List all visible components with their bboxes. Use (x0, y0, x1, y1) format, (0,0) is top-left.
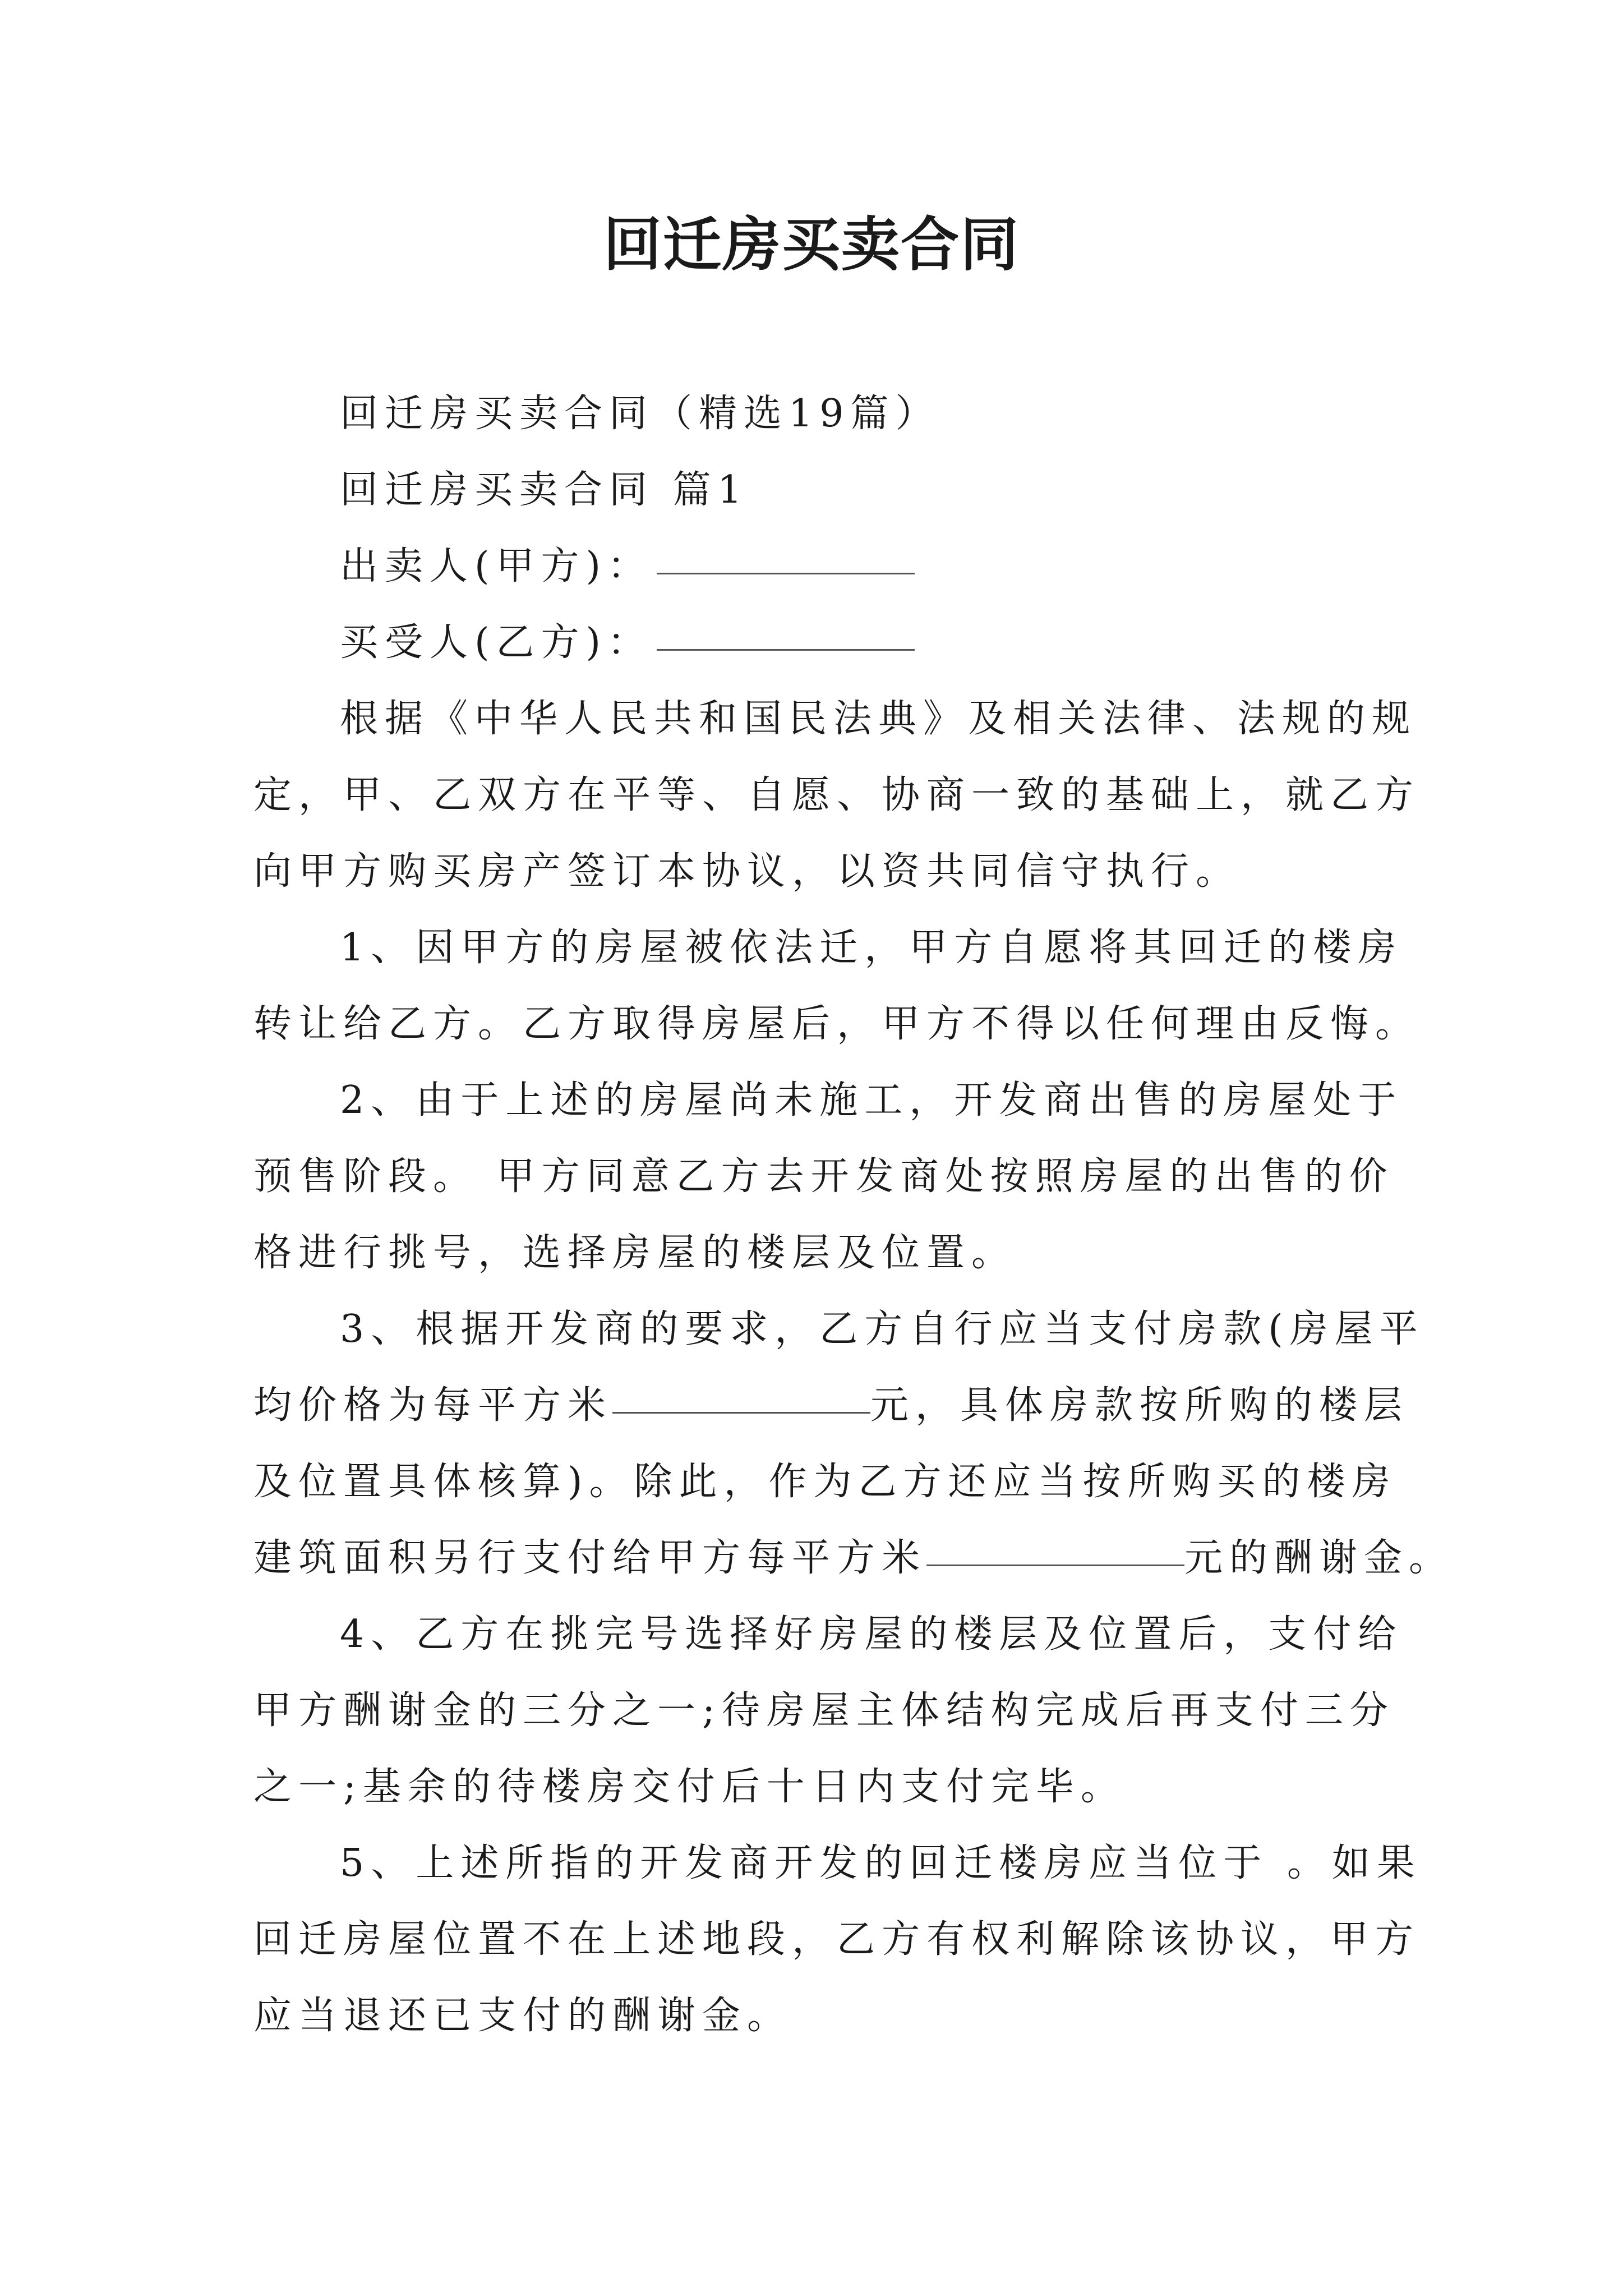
paragraph-line (253, 1215, 1375, 1291)
paragraph-line (253, 1749, 1375, 1825)
line-text: 3、根据开发商的要求，乙方自行应当支付房款(房屋平 (340, 1307, 1424, 1351)
seller-label: 出卖人(甲方)： (340, 544, 653, 588)
paragraph-line (253, 1825, 1422, 1902)
line-text: 回迁房买卖合同 篇1 (340, 468, 749, 512)
reward-blank (926, 1564, 1184, 1566)
reward-line (253, 1520, 1454, 1596)
line-text: 转让给乙方。乙方取得房屋后，甲方不得以任何理由反悔。 (253, 1002, 1421, 1046)
line-text: 1、因甲方的房屋被依法迁，甲方自愿将其回迁的楼房 (340, 926, 1403, 970)
line-text-before: 建筑面积另行支付给甲方每平方米 (253, 1536, 927, 1580)
document-title: 回迁房买卖合同 (603, 210, 1020, 279)
line-text-after: 元的酬谢金。 (1184, 1536, 1454, 1580)
price-blank (612, 1411, 870, 1414)
line-text: 回迁房买卖合同（精选19篇） (340, 392, 940, 436)
paragraph-line (253, 1596, 1403, 1673)
paragraph-line (253, 376, 1375, 452)
line-text-before: 均价格为每平方米 (253, 1383, 613, 1428)
line-text: 之一;基余的待楼房交付后十日内支付完毕。 (253, 1765, 1126, 1809)
buyer-blank (657, 648, 915, 651)
line-text: 5、上述所指的开发商开发的回迁楼房应当位于 。如果 (340, 1841, 1422, 1885)
line-text: 预售阶段。 甲方同意乙方去开发商处按照房屋的出售的价 (253, 1154, 1394, 1199)
paragraph-line (253, 1444, 1397, 1520)
paragraph-line (253, 1673, 1395, 1749)
line-text: 根据《中华人民共和国民法典》及相关法律、法规的规 (340, 697, 1417, 741)
paragraph-line (253, 1978, 1375, 2054)
paragraph-line (253, 986, 1421, 1062)
paragraph-line (253, 452, 1375, 528)
line-text: 回迁房屋位置不在上述地段，乙方有权利解除该协议，甲方 (253, 1917, 1421, 1962)
paragraph-line (253, 681, 1417, 757)
line-text: 4、乙方在挑完号选择好房屋的楼层及位置后，支付给 (340, 1612, 1403, 1657)
line-text: 应当退还已支付的酬谢金。 (253, 1994, 792, 2038)
line-text: 甲方酬谢金的三分之一;待房屋主体结构完成后再支付三分 (253, 1688, 1395, 1733)
paragraph-line (253, 1139, 1394, 1215)
paragraph-line (253, 1291, 1424, 1368)
line-text: 格进行挑号，选择房屋的楼层及位置。 (253, 1231, 1017, 1275)
seller-blank (657, 572, 915, 574)
line-text: 定，甲、乙双方在平等、自愿、协商一致的基础上，就乙方 (253, 773, 1421, 817)
document-body (253, 376, 1454, 2054)
buyer-label: 买受人(乙方)： (340, 620, 653, 665)
line-text: 2、由于上述的房屋尚未施工，开发商出售的房屋处于 (340, 1078, 1403, 1122)
paragraph-line (253, 1062, 1403, 1139)
paragraph-line (253, 1902, 1421, 1978)
line-text: 及位置具体核算)。除此，作为乙方还应当按所购买的楼房 (253, 1460, 1397, 1504)
line-text-after: 元，具体房款按所购的楼层 (870, 1383, 1409, 1428)
buyer-line (253, 605, 1375, 681)
paragraph-line (253, 834, 1375, 910)
paragraph-line (253, 910, 1403, 986)
price-line (253, 1368, 1409, 1444)
line-text: 向甲方购买房产签订本协议，以资共同信守执行。 (253, 849, 1241, 894)
paragraph-line (253, 757, 1421, 834)
seller-line (253, 528, 1375, 605)
